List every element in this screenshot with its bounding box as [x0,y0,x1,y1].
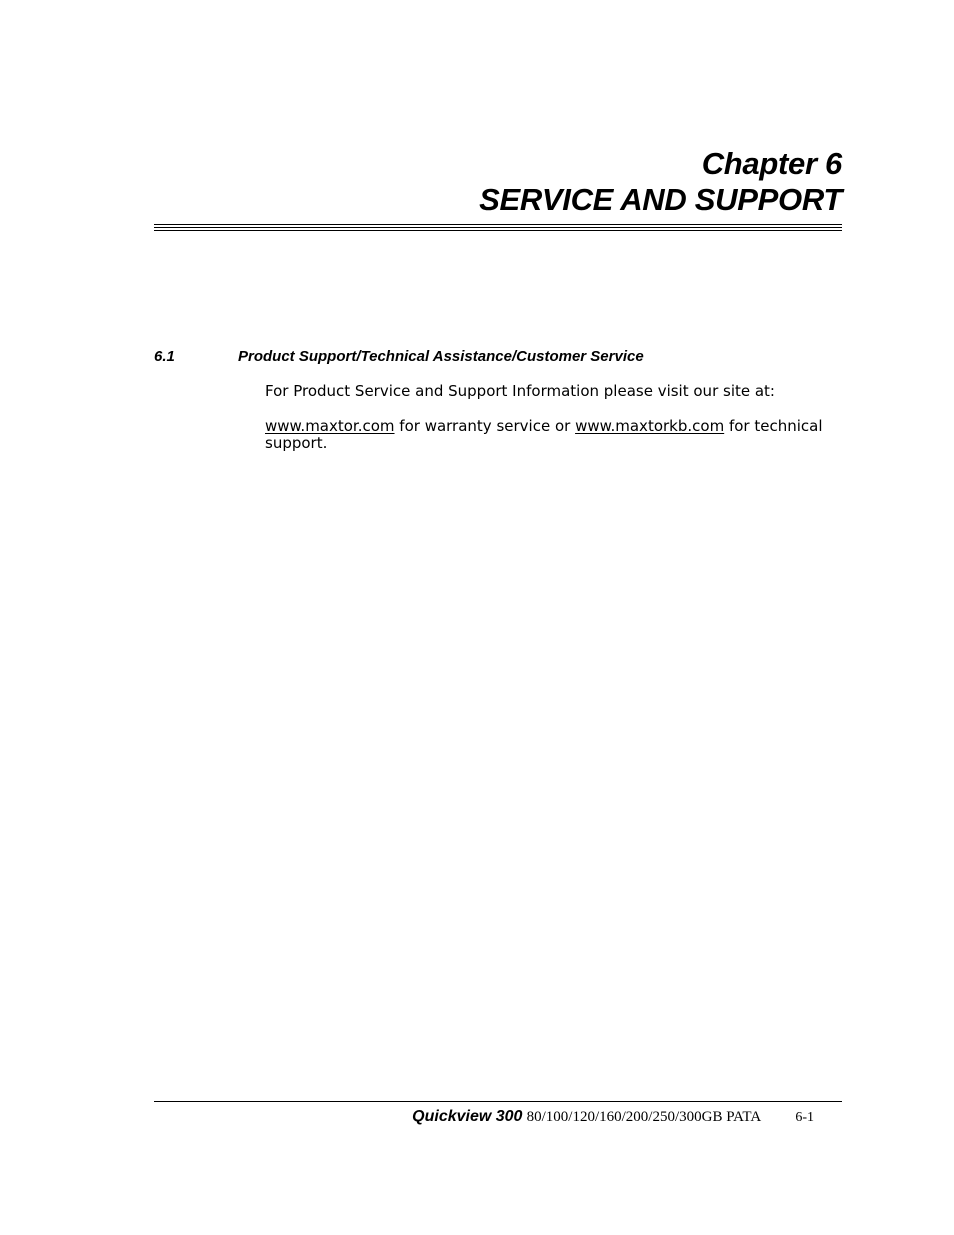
chapter-label: Chapter 6 [701,146,842,181]
warranty-text: for warranty service or [394,417,576,435]
title-rule-bottom [154,230,842,231]
footer-rule [154,1101,842,1102]
section-title: Product Support/Technical Assistance/Customer Service [238,348,644,365]
maxtor-link[interactable]: www.maxtor.com [265,417,395,435]
tech-support-text: for technical support. [265,417,823,452]
chapter-heading [154,146,842,218]
maxtorkb-link[interactable]: www.maxtorkb.com [575,417,725,435]
footer-product-name: Quickview 300 [412,1108,523,1125]
chapter-title: SERVICE AND SUPPORT [479,182,842,217]
support-links-paragraph [265,418,825,452]
title-rule-top [154,224,842,225]
page-number: 6-1 [795,1110,814,1125]
footer-model-list: 80/100/120/160/200/250/300GB PATA [526,1109,762,1125]
page-footer [154,1107,814,1128]
support-intro-paragraph: For Product Service and Support Information please visit our site at: [265,382,775,400]
section-heading [154,348,854,366]
section-number: 6.1 [154,348,175,365]
title-rule-middle [154,227,842,228]
